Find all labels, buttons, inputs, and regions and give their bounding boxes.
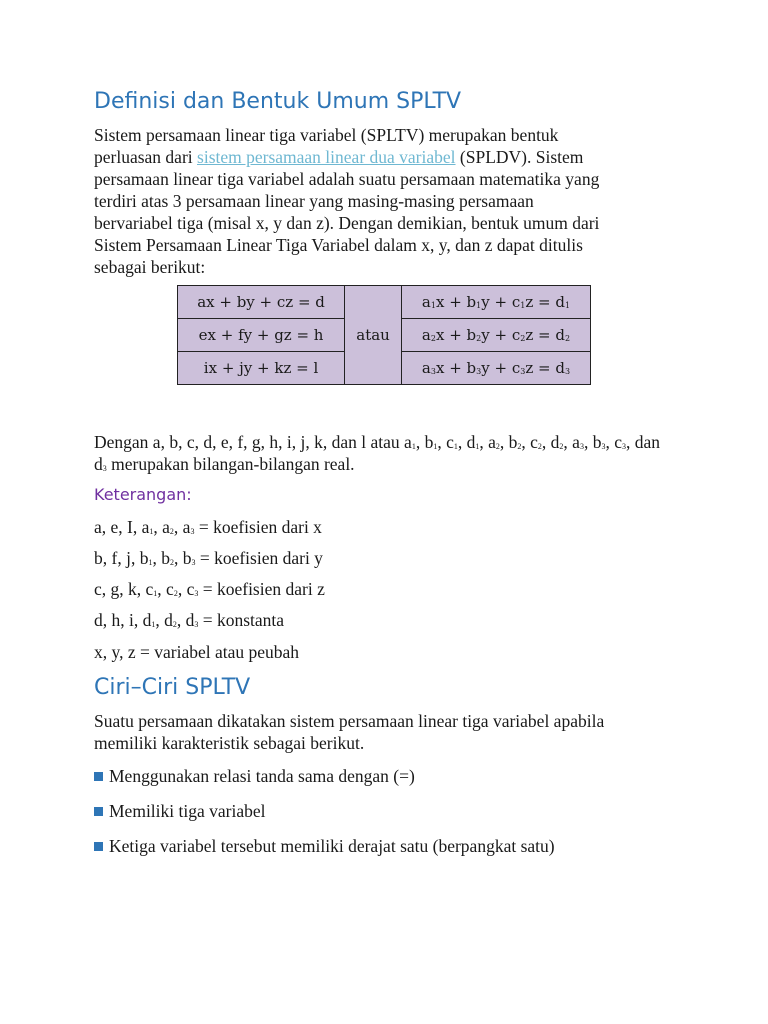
subscript: 2 <box>172 620 177 629</box>
intro-line-5: bervariabel tiga (misal x, y dan z). Dengan demikian, bentuk umum dari <box>94 213 600 233</box>
text-run: y <box>481 293 490 311</box>
text-run: + b <box>444 293 477 311</box>
subscript: 1 <box>151 620 156 629</box>
subscript: 2 <box>495 442 500 451</box>
list-item <box>94 765 415 787</box>
text-run: = koefisien dari x <box>194 517 322 537</box>
subscript: 3 <box>520 367 526 376</box>
subscript: 2 <box>517 442 522 451</box>
list-item <box>94 800 265 822</box>
subscript: 1 <box>149 527 154 536</box>
real-numbers-line-2 <box>94 454 355 474</box>
text-run: + b <box>444 359 477 377</box>
text-run: = konstanta <box>198 610 285 630</box>
bullet-text: Menggunakan relasi tanda sama dengan (=) <box>109 766 415 786</box>
subscript: 1 <box>453 442 458 451</box>
ciri-intro-paragraph <box>94 710 694 754</box>
subscript: 3 <box>476 367 482 376</box>
text-run: , a <box>173 517 191 537</box>
note-line-4 <box>94 609 284 631</box>
intro-line-3: persamaan linear tiga variabel adalah suatu persamaan matematika yang <box>94 169 600 189</box>
text-run: = d <box>533 293 565 311</box>
intro-line-2-pre: perluasan dari <box>94 147 198 167</box>
text-run: x <box>435 326 445 344</box>
text-run: , c <box>605 432 622 452</box>
text-run: y <box>481 359 490 377</box>
bullet-text: Memiliki tiga variabel <box>109 801 266 821</box>
subscript: 3 <box>579 442 584 451</box>
text-run: + b <box>444 326 477 344</box>
bullet-square-icon <box>94 842 103 851</box>
intro-line-6: Sistem Persamaan Linear Tiga Variabel dalam x, y, dan z dapat ditulis <box>94 235 583 255</box>
text-run: , b <box>152 548 170 568</box>
text-run: x <box>435 359 445 377</box>
text-run: c, g, k, c <box>94 579 154 599</box>
text-run: a <box>421 359 431 377</box>
intro-line-4: terdiri atas 3 persamaan linear yang masing-masing persamaan <box>94 191 534 211</box>
atau-cell: atau <box>345 286 402 385</box>
subscript: 2 <box>430 334 436 343</box>
text-run: Dengan a, b, c, d, e, f, g, h, i, j, k, dan l atau a <box>94 432 412 452</box>
text-run: , b <box>499 432 518 452</box>
bullet-text: Ketiga variabel tersebut memiliki derajat satu (berpangkat satu) <box>109 836 555 856</box>
text-run: , a <box>563 432 580 452</box>
note-line-1 <box>94 516 322 538</box>
text-run: + c <box>489 359 521 377</box>
text-run: z <box>525 293 534 311</box>
ciri-intro-line-1: Suatu persamaan dikatakan sistem persamaan linear tiga variabel apabila <box>94 711 605 731</box>
text-run: y <box>481 326 490 344</box>
equation-left-1: ax + by + cz = d <box>178 286 345 319</box>
subscript: 1 <box>411 442 416 451</box>
text-run: , d <box>457 432 476 452</box>
text-run: merupakan bilangan-bilangan real. <box>106 454 355 474</box>
text-run: = d <box>533 359 565 377</box>
subscript: 1 <box>148 558 153 567</box>
section-title-definisi: Definisi dan Bentuk Umum SPLTV <box>94 89 462 114</box>
text-run: + c <box>489 293 521 311</box>
text-run: a, e, I, a <box>94 517 150 537</box>
text-run: , c <box>157 579 174 599</box>
text-run: = koefisien dari z <box>198 579 325 599</box>
text-run: z <box>525 359 534 377</box>
subscript: 1 <box>430 301 436 310</box>
subscript: 2 <box>169 527 174 536</box>
subscript: 1 <box>564 301 571 310</box>
text-run: a <box>421 326 431 344</box>
spltv-general-form-table <box>177 285 591 385</box>
subscript: 2 <box>520 334 526 343</box>
text-run: , d <box>176 610 195 630</box>
text-run: x, y, z = variabel atau peubah <box>94 642 300 662</box>
subscript: 1 <box>475 442 480 451</box>
text-run: = d <box>533 326 565 344</box>
text-run: d <box>94 454 103 474</box>
text-run: , d <box>541 432 560 452</box>
subscript: 3 <box>621 442 626 451</box>
subscript: 1 <box>153 589 158 598</box>
text-run: d, h, i, d <box>94 610 152 630</box>
text-run: , b <box>415 432 434 452</box>
real-numbers-line-1 <box>94 432 660 452</box>
text-run: , c <box>437 432 454 452</box>
bullet-square-icon <box>94 807 103 816</box>
intro-paragraph <box>94 124 694 278</box>
subscript: 2 <box>169 558 174 567</box>
real-numbers-paragraph <box>94 431 694 475</box>
subscript: 2 <box>537 442 542 451</box>
intro-line-1: Sistem persamaan linear tiga variabel (SPLTV) merupakan bentuk <box>94 125 559 145</box>
list-item <box>94 835 555 857</box>
text-run: , c <box>521 432 538 452</box>
subscript: 3 <box>194 589 199 598</box>
note-line-3 <box>94 578 325 600</box>
subscript: 3 <box>564 367 571 376</box>
subscript: 1 <box>476 301 482 310</box>
text-run: , c <box>177 579 195 599</box>
subscript: 2 <box>564 334 571 343</box>
text-run: , d <box>155 610 173 630</box>
text-run: , b <box>173 548 192 568</box>
subscript: 1 <box>520 301 526 310</box>
subscript: 3 <box>601 442 606 451</box>
subscript: 2 <box>173 589 178 598</box>
intro-line-7: sebagai berikut: <box>94 257 206 277</box>
subscript: 1 <box>433 442 438 451</box>
text-run: b, f, j, b <box>94 548 149 568</box>
keterangan-heading: Keterangan: <box>94 485 192 504</box>
text-run: z <box>525 326 534 344</box>
text-run: , a <box>479 432 496 452</box>
subscript: 3 <box>430 367 436 376</box>
section-title-ciri: Ciri–Ciri SPLTV <box>94 675 251 700</box>
intro-line-2-post: (SPLDV). Sistem <box>455 147 584 167</box>
equation-left-3: ix + jy + kz = l <box>178 352 345 385</box>
note-line-2 <box>94 547 323 569</box>
subscript: 2 <box>559 442 564 451</box>
subscript: 3 <box>191 558 196 567</box>
subscript: 2 <box>476 334 482 343</box>
ciri-intro-line-2: memiliki karakteristik sebagai berikut. <box>94 733 365 753</box>
text-run: + c <box>489 326 521 344</box>
text-run: = koefisien dari y <box>195 548 323 568</box>
bullet-square-icon <box>94 772 103 781</box>
text-run: , a <box>153 517 170 537</box>
equation-left-2: ex + fy + gz = h <box>178 319 345 352</box>
equation-right-1 <box>401 286 590 319</box>
subscript: 3 <box>102 464 107 473</box>
equation-right-3 <box>401 352 590 385</box>
spldv-link[interactable]: sistem persamaan linear dua variabel <box>197 147 456 167</box>
text-run: a <box>421 293 431 311</box>
text-run: , b <box>583 432 602 452</box>
subscript: 3 <box>190 527 195 536</box>
equation-right-2 <box>401 319 590 352</box>
table-row <box>178 286 591 319</box>
subscript: 3 <box>194 620 199 629</box>
text-run: x <box>435 293 445 311</box>
note-line-5 <box>94 641 299 663</box>
text-run: , dan <box>625 432 661 452</box>
